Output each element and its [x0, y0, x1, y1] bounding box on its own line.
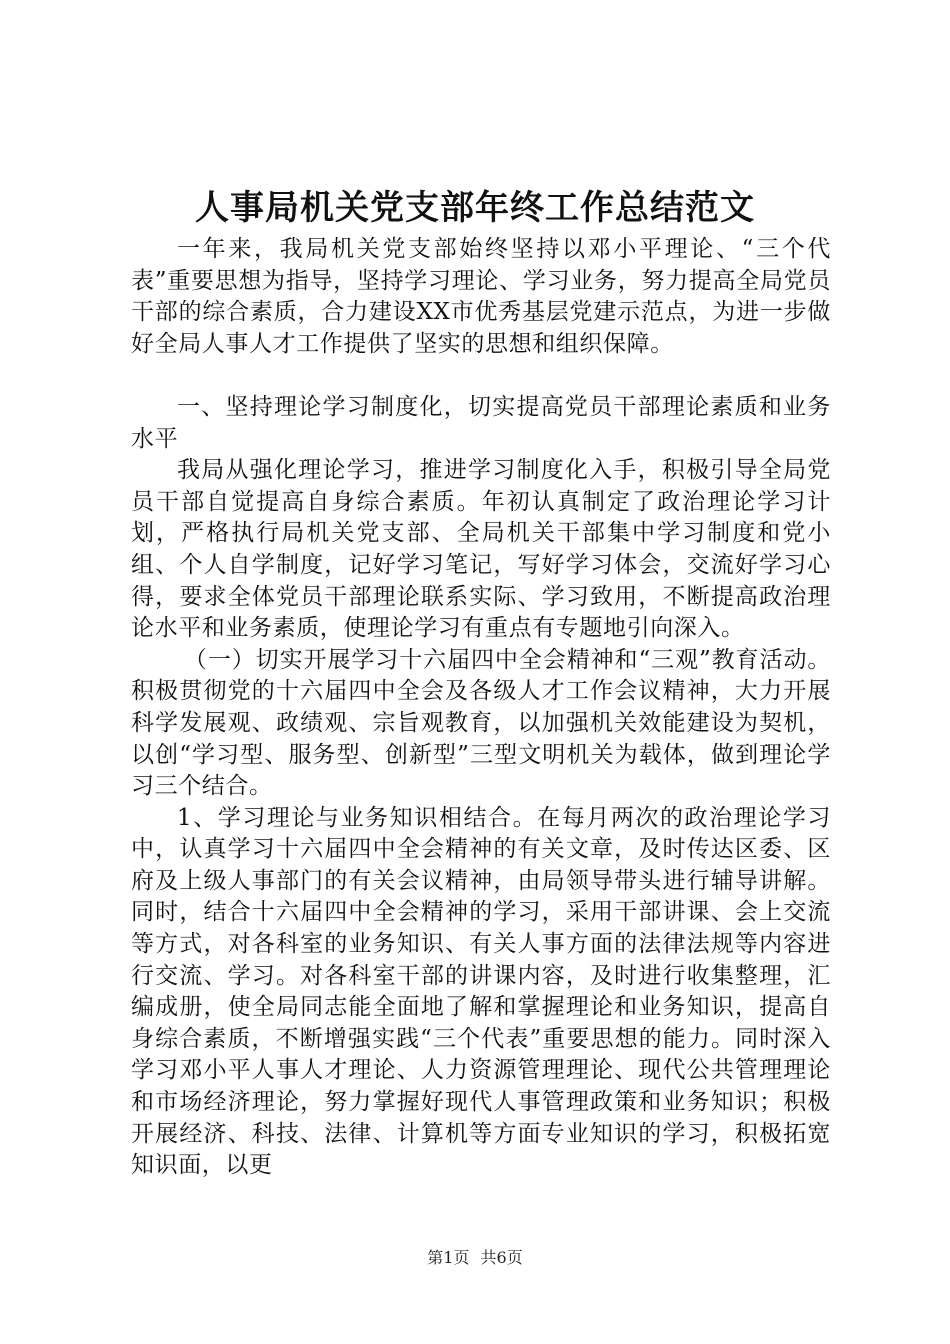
- document-title: 人事局机关党支部年终工作总结范文: [195, 188, 755, 228]
- intro-paragraph: 一年来，我局机关党支部始终坚持以邓小平理论、“三个代表”重要思想为指导，坚持学习理论、学习业务，努力提高全局党员干部的综合素质，合力建设XX市优秀基层党建示范点，为进一步做好全局人事人才工作提供了坚实的思想和组织保障。: [131, 236, 831, 357]
- page-number: 第1页: [427, 1248, 470, 1267]
- document-body: [131, 234, 831, 1182]
- section-1-paragraph: 我局从强化理论学习，推进学习制度化入手，积极引导全局党员干部自觉提高自身综合素质。年初认真制定了政治理论学习计划，严格执行局机关党支部、全局机关干部集中学习制度和党小组、个人自学制度，记好学习笔记，写好学习体会，交流好学习心得，要求全体党员干部理论联系实际、学习致用，不断提高政治理论水平和业务素质，使理论学习有重点有专题地引向深入。: [131, 457, 831, 642]
- item-1-paragraph: 1、学习理论与业务知识相结合。在每月两次的政治理论学习中，认真学习十六届四中全会精神的有关文章，及时传达区委、区府及上级人事部门的有关会议精神，由局领导带头进行辅导讲解。同时，结合十六届四中全会精神的学习，采用干部讲课、会上交流等方式，对各科室的业务知识、有关人事方面的法律法规等内容进行交流、学习。对各科室干部的讲课内容，及时进行收集整理，汇编成册，使全局同志能全面地了解和掌握理论和业务知识，提高自身综合素质，不断增强实践“三个代表”重要思想的能力。同时深入学习邓小平人事人才理论、人力资源管理理论、现代公共管理理论和市场经济理论，努力掌握好现代人事管理政策和业务知识；积极开展经济、科技、法律、计算机等方面专业知识的学习，积极拓宽知识面，以更: [131, 804, 831, 1179]
- section-heading-1: 一、坚持理论学习制度化，切实提高党员干部理论素质和业务水平: [131, 393, 831, 452]
- subsection-1-paragraph: （一）切实开展学习十六届四中全会精神和“三观”教育活动。积极贯彻党的十六届四中全会及各级人才工作会议精神，大力开展科学发展观、政绩观、宗旨观教育，以加强机关效能建设为契机，以创“学习型、服务型、创新型”三型文明机关为载体，做到理论学习三个结合。: [131, 646, 831, 800]
- page-footer: [0, 1247, 950, 1269]
- page-total: 共6页: [480, 1248, 523, 1267]
